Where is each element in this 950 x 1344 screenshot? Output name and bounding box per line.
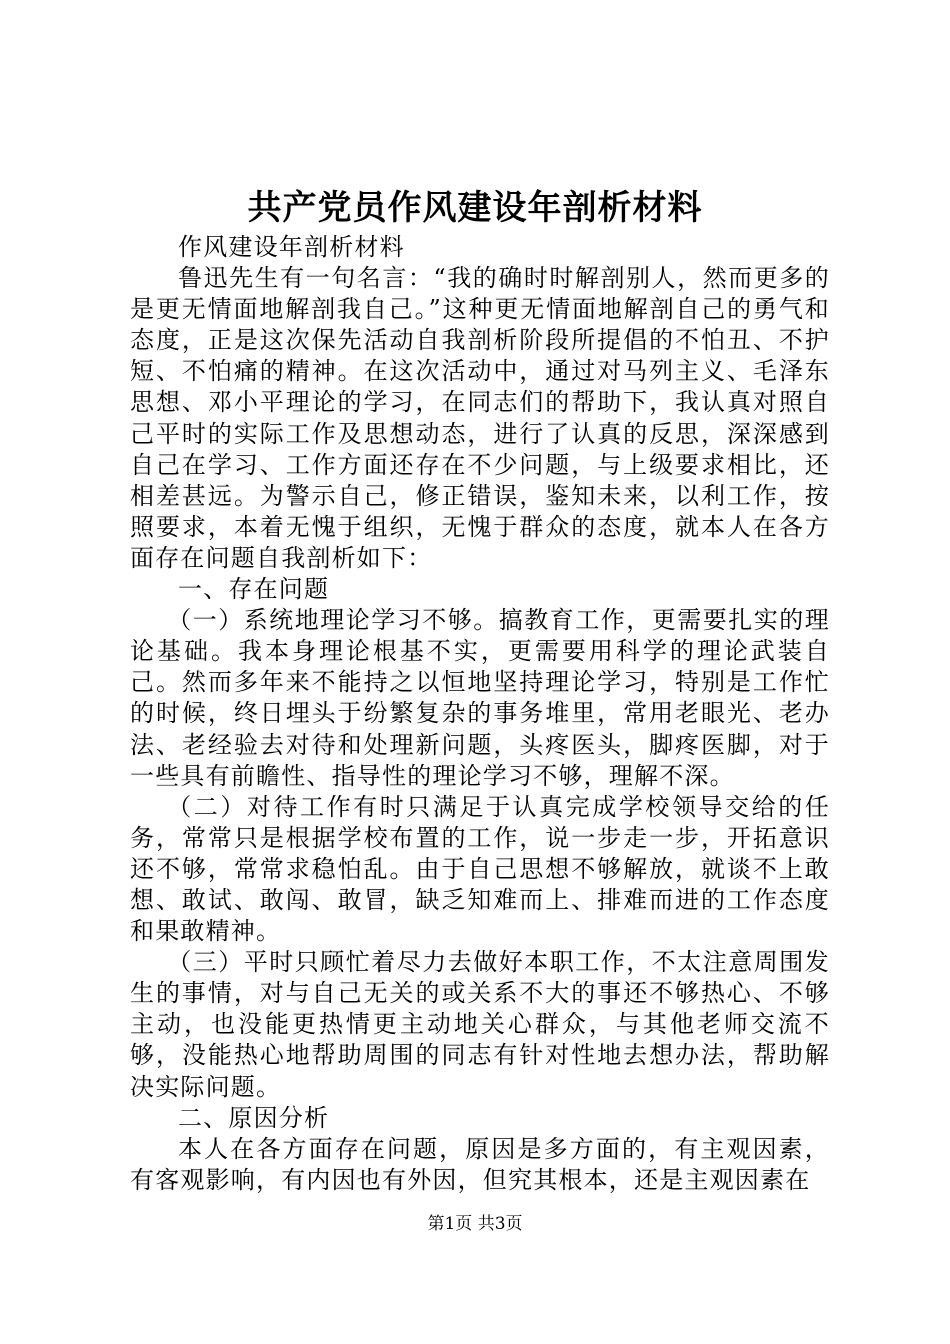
paragraph-problem-3: （三）平时只顾忙着尽力去做好本职工作，不太注意周围发生的事情，对与自己无关的或关系不大的事还不够热心、不够主动，也没能更热情更主动地关心群众，与其他老师交流不够，没能热心地帮助周围的同志有针对性地去想办法，帮助解决实际问题。 [130,948,830,1101]
paragraph-intro: 鲁迅先生有一句名言：“我的确时时解剖别人，然而更多的是更无情面地解剖我自己。”这种更无情面地解剖自己的勇气和态度，正是这次保先活动自我剖析阶段所提倡的不怕丑、不护短、不怕痛的精神。在这次活动中，通过对马列主义、毛泽东思想、邓小平理论的学习，在同志们的帮助下，我认真对照自己平时的实际工作及思想动态，进行了认真的反思，深深感到自己在学习、工作方面还存在不少问题，与上级要求相比，还相差甚远。为警示自己，修正错误，鉴知未来，以利工作，按照要求，本着无愧于组织，无愧于群众的态度，就本人在各方面存在问题自我剖析如下： [130,264,830,572]
section-heading-causes: 二、原因分析 [178,1103,330,1132]
page-footer: 第1页 共3页 [427,1214,523,1234]
document-title: 共产党员作风建设年剖析材料 [247,188,703,228]
document-body [130,232,830,1196]
section-heading-problems: 一、存在问题 [178,575,330,604]
paragraph-causes: 本人在各方面存在问题，原因是多方面的，有主观因素，有客观影响，有内因也有外因，但究其根本，还是主观因素在 [130,1134,830,1194]
paragraph-subtitle: 作风建设年剖析材料 [178,233,405,261]
paragraph-problem-1: （一）系统地理论学习不够。搞教育工作，更需要扎实的理论基础。我本身理论根基不实，更需要用科学的理论武装自己。然而多年来不能持之以恒地坚持理论学习，特别是工作忙的时候，终日埋头于纷繁复杂的事务堆里，常用老眼光、老办法、老经验去对待和处理新问题，头疼医头，脚疼医脚，对于一些具有前瞻性、指导性的理论学习不够，理解不深。 [130,606,830,790]
paragraph-problem-2: （二）对待工作有时只满足于认真完成学校领导交给的任务，常常只是根据学校布置的工作，说一步走一步，开拓意识还不够，常常求稳怕乱。由于自己思想不够解放，就谈不上敢想、敢试、敢闯、敢冒，缺乏知难而上、排难而进的工作态度和果敢精神。 [130,792,830,946]
